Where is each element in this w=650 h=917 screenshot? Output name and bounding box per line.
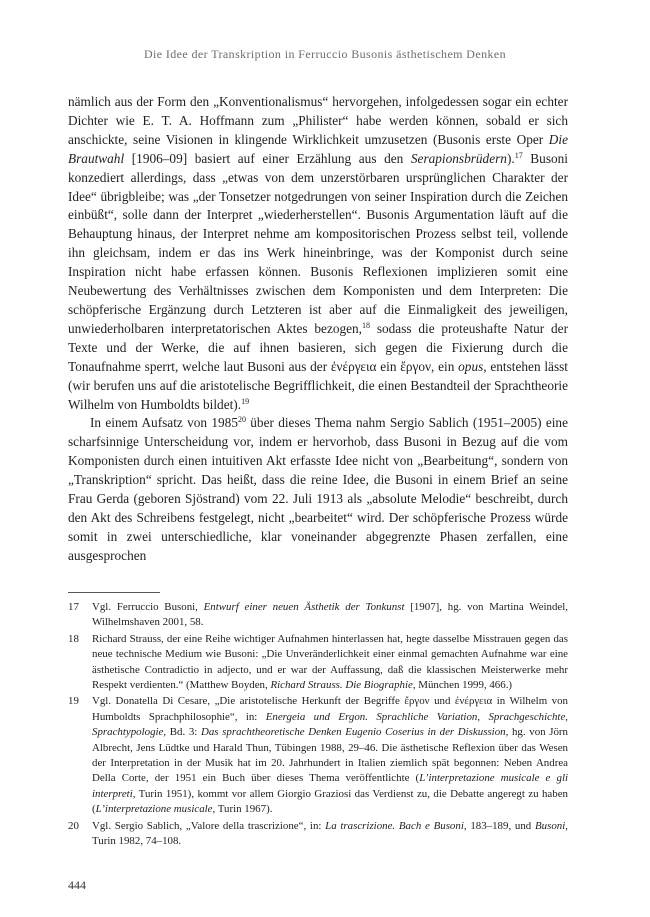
text-span: , Turin 1967).	[212, 803, 273, 816]
text-span: Vgl. Ferruccio Busoni,	[92, 601, 204, 613]
paragraph-2	[68, 414, 568, 565]
text-span: , entstehen lässt (wir berufen uns auf die aristotelische Begrifflichkeit, die einen Bestandteil der Sprachtheorie Wilhelm von Humboldts bildet).	[68, 358, 569, 412]
footnote-ref-18[interactable]: 18	[362, 320, 371, 330]
text-span: , München 1999, 466.)	[412, 679, 513, 692]
footnotes	[68, 600, 568, 851]
italic-title: La trascrizione. Bach e Busoni	[325, 819, 464, 832]
text-span: Vgl. Donatella Di Cesare, „Die aristotelische Herkunft der Begriffe ἔργον und ἐνέργεια in Wilhelm von Humboldts Sprachphilosophie“, in:	[92, 695, 568, 723]
footnote-ref-19[interactable]: 19	[241, 396, 250, 406]
text-span: Richard Strauss, der eine Reihe wichtiger Aufnahmen hinterlassen hat, hegte dasselbe Misstrauen gegen das neue technische Medium wie Busoni: „Die Unveränderlichkeit einer einmal gemachten Aufnahme war eine ästhetische Contradictio in adjecto, und er war der Auffassung, daß die klassischen Meisterwerke mehr Respekt verdienten.“ (Matthew Boyden,	[92, 632, 568, 692]
running-head: Die Idee der Transkription in Ferruccio Busonis ästhetischem Denken	[143, 47, 507, 61]
text-span: sodass die proteushafte Natur der Texte und der Werke, die auf ihnen basieren, sich gegen die Fixierung durch die Tonaufnahme sperrt, welche laut Busoni aus der ἐνέργεια ein ἔργον, ein	[68, 320, 568, 374]
text-span: Vgl. Sergio Sablich, „Valore della trascrizione“, in:	[92, 819, 326, 832]
italic-title: Richard Strauss. Die Biographie	[270, 679, 413, 692]
text-span: , Turin 1951), kommt vor allem Giorgio Graziosi das Verdienst zu, die Debatte angeregt zu haben (	[92, 787, 568, 816]
text-span: , 183–189, und	[463, 819, 535, 832]
text-span: über dieses Thema nahm Sergio Sablich (1951–2005) eine scharfsinnige Unterscheidung vor, indem er hervorhob, dass Busoni in Bezug auf die vom Komponisten durch einen intuitiven Akt erfasste Idee nicht von „Bearbeitung“, sondern von „Transkription“ spricht. Das heißt, dass die reine Idee, die Busoni in einem Brief an seine Frau Gerda (geboren Sjöstrand) vom 22. Juli 1913 als „absolute Melodie“ beschreibt, durch den Akt des Schreibens festgelegt, nicht „bearbeitet“ wird. Der schöpferische Prozess würde somit in zwei unterschiedliche, klar voneinander abgegrenzte Phasen zerfallen, eine ausgesprochen	[68, 415, 568, 563]
footnote-text	[92, 600, 568, 631]
footnote-text	[92, 632, 568, 694]
text-span: , Bd. 3:	[163, 726, 201, 739]
italic-term: opus	[458, 358, 484, 374]
text-span: ).	[506, 150, 515, 166]
footnote-19	[68, 694, 568, 817]
footnote-separator	[68, 592, 160, 593]
italic-title: Entwurf einer neuen Ästhetik der Tonkunst	[203, 601, 405, 613]
footnote-number: 17	[68, 601, 79, 613]
text-span: [1907], hg. von Martina Weindel, Wilhelmshaven 2001, 58.	[92, 601, 568, 629]
text-span: , hg. von Jörn Albrecht, Jens Lüdtke und Harald Thun, Tübingen 1988, 29–46. Die ästhetische Reflexion über das Wesen der Interpretation in der Musik hat im 20. Jahrhundert in Italien ziemlich spät begonnen: Neben Andrea Della Corte, der 1951 ein Buch über dieses Thema veröffentlichte (	[92, 726, 568, 785]
text-span: In einem Aufsatz von 1985	[90, 415, 238, 431]
italic-title: L’interpretazione musicale	[95, 803, 213, 816]
footnote-ref-17[interactable]: 17	[514, 150, 523, 160]
footnote-20	[68, 819, 568, 850]
footnote-number: 18	[68, 632, 79, 645]
text-span: [1906–09] basiert auf einer Erzählung aus den	[124, 150, 411, 166]
italic-title: Das sprachtheoretische Denken Eugenio Coserius in der Diskussion	[200, 726, 506, 739]
text-span: , Turin 1982, 74–108.	[92, 819, 568, 848]
footnote-ref-20[interactable]: 20	[237, 415, 246, 425]
italic-title: Busoni	[535, 819, 566, 832]
main-text	[68, 93, 568, 566]
text-span: Busoni konzediert allerdings, dass „etwas von dem unzerstörbaren ursprünglichen Charakter der Idee“ übrigbleibe; was „der Tonsetzer notgedrungen von seiner Inspiration durch die Zeichen einbüßt“, solle dann der Interpret „wiederherstellen“. Busonis Argumentation läuft auf die Behauptung hinaus, der Interpret nehme am kompositorischen Prozess selbst teil, vollende ihn gleichsam, indem er das ins Werk hineinbringe, was der Komponist durch seine Inspiration nicht habe erfassen können. Busonis Reflexionen implizieren somit eine Neubewertung des Verhältnisses zwischen dem Komponisten und dem Interpreten: Die schöpferische Ergänzung durch Letzteren ist aber auf die Einmaligkeit des jeweiligen, unwiederholbaren interpretatorischen Aktes bezogen,	[68, 150, 568, 336]
paragraph-1	[68, 93, 568, 414]
italic-title: Die Brautwahl	[68, 131, 568, 166]
footnote-text	[92, 694, 568, 817]
footnote-number: 20	[68, 819, 79, 832]
page-number: 444	[68, 878, 86, 892]
italic-title: L’interpretazione musicale e gli interpreti	[92, 772, 568, 800]
footnote-17	[68, 600, 568, 631]
footnote-18	[68, 632, 568, 694]
footnote-text	[92, 819, 568, 850]
italic-title: Energeia und Ergon. Sprachliche Variation, Sprachgeschichte, Sprachtypologie	[92, 710, 568, 739]
footnote-number: 19	[68, 695, 79, 708]
text-span: nämlich aus der Form den „Konventionalismus“ hervorgehen, infolgedessen sogar ein echter Dichter wie E. T. A. Hoffmann zum „Philister“ habe werden können, sobald er sich anschickte, seine Visionen in klingende Wirklichkeit umzusetzen (Busonis erste Oper	[68, 94, 568, 147]
italic-title: Serapionsbrüdern	[410, 150, 507, 166]
